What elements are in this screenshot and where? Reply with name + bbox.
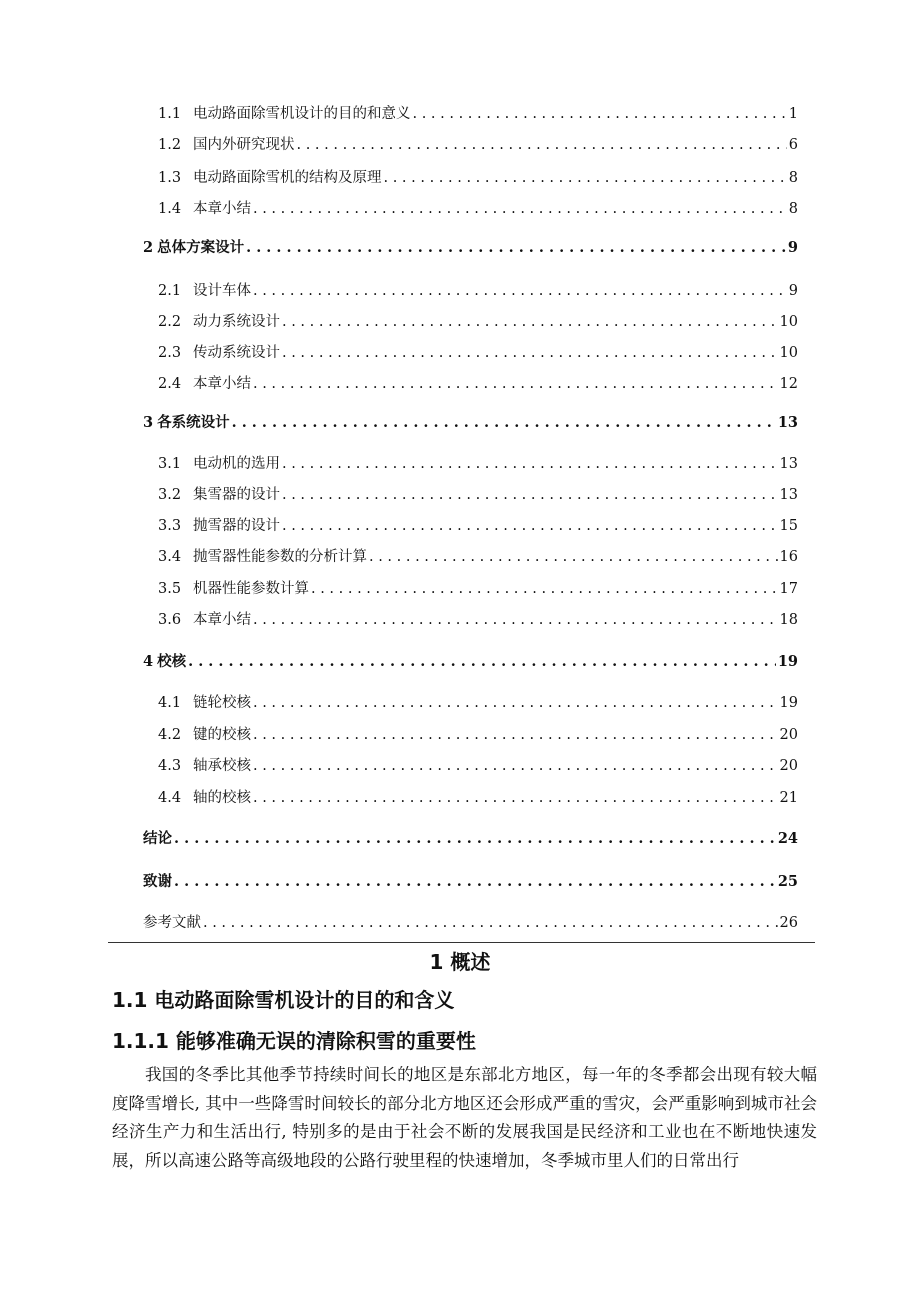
toc-leader xyxy=(369,547,778,567)
toc-title: 抛雪器性能参数的分析计算 xyxy=(193,549,367,565)
toc-entry[interactable] xyxy=(158,788,798,808)
toc-page-number: 19 xyxy=(779,695,798,711)
toc-page-number: 10 xyxy=(779,314,798,330)
toc-title: 集雪器的设计 xyxy=(193,487,280,503)
toc-entry[interactable] xyxy=(158,485,798,505)
toc-page-number: 13 xyxy=(779,487,798,503)
toc-entry[interactable] xyxy=(158,135,798,155)
body-paragraph: 我国的冬季比其他季节持续时间长的地区是东部北方地区，每一年的冬季都会出现有较大幅度降雪增长, 其中一些降雪时间较长的部分北方地区还会形成严重的雪灾，会严重影响到城市社会经济生产力和生活出行, 特别多的是由于社会不断的发展我国是民经济和工业也在不断地快速发展，所以高速公路等高级地段的公路行驶里程的快速增加，冬季城市里人们的日常出行 xyxy=(112,1065,817,1170)
toc-number: 2 xyxy=(143,239,154,256)
toc-page-number: 15 xyxy=(779,518,798,534)
toc-entry[interactable] xyxy=(143,913,798,933)
toc-number: 4 xyxy=(143,653,154,670)
toc-title: 电动路面除雪机设计的目的和意义 xyxy=(193,106,411,122)
toc-leader xyxy=(253,756,778,776)
toc-leader xyxy=(188,652,776,672)
toc-number: 3.1 xyxy=(158,456,182,472)
toc-number: 2.2 xyxy=(158,314,182,330)
toc-title: 机器性能参数计算 xyxy=(193,581,309,597)
toc-entry[interactable] xyxy=(158,693,798,713)
toc-page-number: 21 xyxy=(779,790,798,806)
toc-leader xyxy=(282,343,778,363)
toc-number: 4.2 xyxy=(158,727,182,743)
toc-page-number: 12 xyxy=(779,376,798,392)
toc-number: 2.1 xyxy=(158,283,182,299)
toc-entry[interactable] xyxy=(158,454,798,474)
section-heading: 1.1 电动路面除雪机设计的目的和含义 xyxy=(112,988,455,1012)
toc-number: 3.3 xyxy=(158,518,182,534)
toc-number: 4.3 xyxy=(158,758,182,774)
toc-number: 3.4 xyxy=(158,549,182,565)
toc-title: 链轮校核 xyxy=(193,695,251,711)
toc-number: 1.2 xyxy=(158,137,182,153)
toc-entry[interactable] xyxy=(158,374,798,394)
toc-title: 结论 xyxy=(143,831,172,847)
toc-page-number: 10 xyxy=(779,345,798,361)
toc-page-number: 8 xyxy=(788,170,798,186)
toc-page-number: 6 xyxy=(788,137,798,153)
toc-title: 各系统设计 xyxy=(157,415,230,431)
toc-number: 2.3 xyxy=(158,345,182,361)
toc-page-number: 18 xyxy=(779,612,798,628)
toc-leader xyxy=(384,168,787,188)
toc-page-number: 17 xyxy=(779,581,798,597)
toc-number: 3.2 xyxy=(158,487,182,503)
toc-page-number: 25 xyxy=(777,873,798,890)
toc-title: 总体方案设计 xyxy=(157,240,245,256)
toc-number: 1.1 xyxy=(158,106,182,122)
toc-entry[interactable] xyxy=(158,756,798,776)
toc-leader xyxy=(253,610,778,630)
toc-entry[interactable] xyxy=(158,199,798,219)
toc-entry[interactable] xyxy=(158,281,798,301)
toc-leader xyxy=(297,135,787,155)
toc-page-number: 19 xyxy=(777,653,798,670)
toc-entry[interactable] xyxy=(158,610,798,630)
toc-entry[interactable] xyxy=(158,725,798,745)
toc-page-number: 13 xyxy=(779,456,798,472)
toc-number: 1.3 xyxy=(158,170,182,186)
toc-page-number: 13 xyxy=(777,414,798,431)
toc-entry[interactable] xyxy=(143,829,798,849)
toc-page-number: 16 xyxy=(779,549,798,565)
toc-title: 国内外研究现状 xyxy=(193,137,295,153)
toc-number: 1.4 xyxy=(158,201,182,217)
toc-page-number: 26 xyxy=(779,915,798,931)
toc-title: 设计车体 xyxy=(193,283,251,299)
toc-entry[interactable] xyxy=(143,238,798,258)
toc-leader xyxy=(232,413,776,433)
toc-title: 致谢 xyxy=(143,874,172,890)
toc-leader xyxy=(282,312,778,332)
toc-leader xyxy=(203,913,778,933)
toc-entry[interactable] xyxy=(143,413,798,433)
divider xyxy=(108,942,815,943)
toc-entry[interactable] xyxy=(158,547,798,567)
toc-title: 抛雪器的设计 xyxy=(193,518,280,534)
toc-leader xyxy=(282,516,778,536)
toc-title: 电动机的选用 xyxy=(193,456,280,472)
toc-entry[interactable] xyxy=(158,343,798,363)
toc-number: 2.4 xyxy=(158,376,182,392)
toc-title: 参考文献 xyxy=(143,915,201,931)
toc-leader xyxy=(174,872,776,892)
toc-page-number: 9 xyxy=(788,283,798,299)
toc-title: 键的校核 xyxy=(193,727,251,743)
toc-leader xyxy=(174,829,776,849)
toc-page-number: 8 xyxy=(788,201,798,217)
toc-number: 3 xyxy=(143,414,154,431)
toc-leader xyxy=(253,281,787,301)
toc-title: 本章小结 xyxy=(193,376,251,392)
toc-page-number: 20 xyxy=(779,758,798,774)
toc-title: 传动系统设计 xyxy=(193,345,280,361)
toc-title: 本章小结 xyxy=(193,612,251,628)
toc-leader xyxy=(253,788,778,808)
toc-entry[interactable] xyxy=(158,312,798,332)
toc-number: 3.6 xyxy=(158,612,182,628)
toc-leader xyxy=(253,725,778,745)
toc-page-number: 1 xyxy=(788,106,798,122)
toc-title: 动力系统设计 xyxy=(193,314,280,330)
toc-leader xyxy=(253,693,778,713)
toc-entry[interactable] xyxy=(158,104,798,124)
toc-title: 校核 xyxy=(157,654,187,670)
toc-leader xyxy=(311,579,778,599)
toc-title: 轴的校核 xyxy=(193,790,251,806)
toc-number: 3.5 xyxy=(158,581,182,597)
subsection-heading: 1.1.1 能够准确无误的清除积雪的重要性 xyxy=(112,1029,476,1053)
toc-title: 本章小结 xyxy=(193,201,251,217)
toc-page-number: 24 xyxy=(777,830,798,847)
toc-title: 轴承校核 xyxy=(193,758,251,774)
toc-title: 电动路面除雪机的结构及原理 xyxy=(193,170,382,186)
toc-leader xyxy=(282,485,778,505)
chapter-heading: 1 概述 xyxy=(429,950,491,974)
toc-page-number: 9 xyxy=(787,239,798,256)
toc-entry[interactable] xyxy=(158,579,798,599)
toc-leader xyxy=(413,104,787,124)
toc-entry[interactable] xyxy=(143,872,798,892)
toc-leader xyxy=(253,374,778,394)
toc-page-number: 20 xyxy=(779,727,798,743)
toc-entry[interactable] xyxy=(158,168,798,188)
toc-leader xyxy=(282,454,778,474)
toc-entry[interactable] xyxy=(143,652,798,672)
toc-leader xyxy=(253,199,787,219)
toc-entry[interactable] xyxy=(158,516,798,536)
toc-number: 4.4 xyxy=(158,790,182,806)
toc-leader xyxy=(246,238,786,258)
toc-number: 4.1 xyxy=(158,695,182,711)
